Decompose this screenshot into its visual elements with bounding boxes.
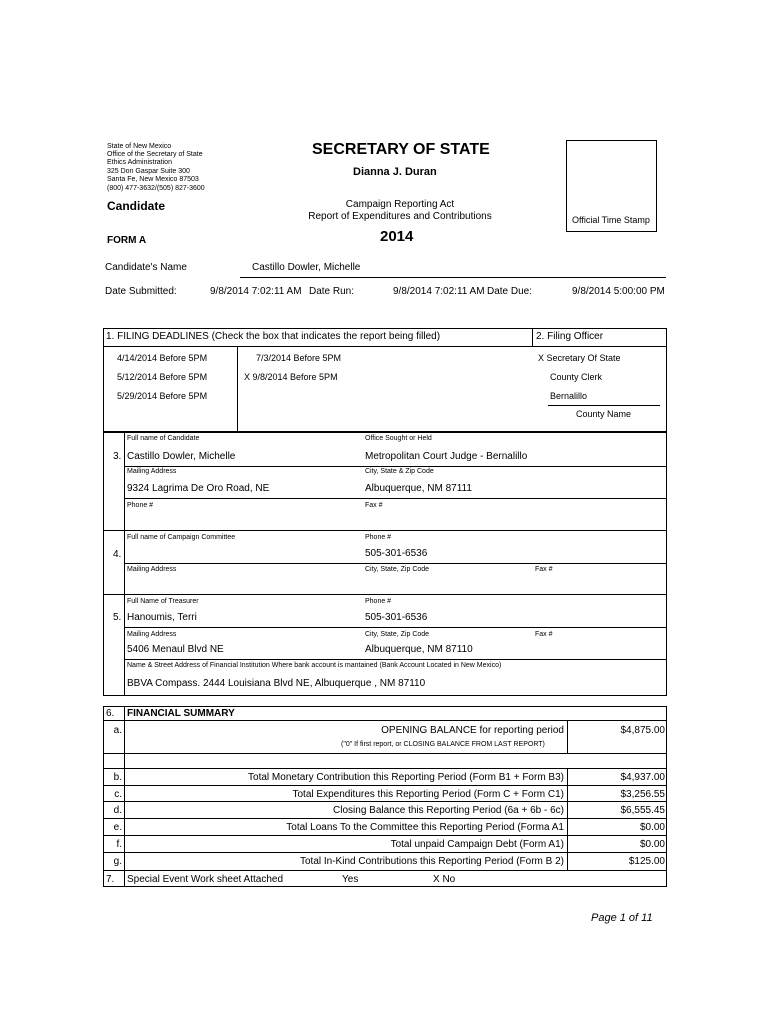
filing-officer-heading: 2. Filing Officer: [536, 331, 604, 342]
mailing-field: 9324 Lagrima De Oro Road, NE: [127, 483, 270, 494]
candidate-name-field: Castillo Dowler, Michelle: [127, 451, 236, 462]
date-submitted-label: Date Submitted:: [105, 286, 177, 297]
county-underline: [548, 405, 660, 406]
divider: [532, 328, 533, 347]
divider: [124, 659, 667, 660]
agency-line: State of New Mexico: [107, 143, 172, 150]
divider: [124, 627, 667, 628]
mailing-field-label: Mailing Address: [127, 468, 177, 475]
date-due-value: 9/8/2014 5:00:00 PM: [572, 286, 665, 297]
row-label: Total In-Kind Contributions this Reporting Period (Form B 2): [299, 856, 564, 867]
treasurer-field-label: Full Name of Treasurer: [127, 598, 199, 605]
divider: [103, 753, 667, 754]
candidate-name-field-label: Full name of Candidate: [127, 435, 200, 442]
county-name-label: County Name: [576, 409, 632, 419]
city-field-label: City, State & Zip Code: [365, 468, 434, 475]
date-run-value: 9/8/2014 7:02:11 AM: [393, 286, 485, 297]
phone-field-label: Phone #: [365, 598, 392, 605]
divider: [124, 706, 125, 887]
agency-line: Ethics Administration: [107, 159, 172, 166]
opening-balance-note: ("0" If first report, or CLOSING BALANCE FROM LAST REPORT): [341, 741, 545, 748]
fax-field-label: Fax #: [535, 631, 553, 638]
time-stamp-box: [566, 140, 657, 232]
divider: [567, 720, 568, 753]
county-value: Bernalillo: [550, 391, 588, 401]
treasurer-mailing: 5406 Menaul Blvd NE: [127, 644, 224, 655]
row-value: $3,256.55: [620, 789, 665, 800]
divider: [103, 768, 667, 769]
divider: [567, 768, 568, 871]
divider: [103, 870, 667, 871]
row-letter: e.: [113, 822, 122, 833]
row-letter: g.: [113, 856, 122, 867]
phone-field-label: Phone #: [127, 502, 154, 509]
secretary-name: Dianna J. Duran: [353, 166, 437, 178]
agency-line: Office of the Secretary of State: [107, 151, 203, 158]
agency-line: (800) 477-3632/(505) 827-3600: [107, 185, 205, 192]
row-label: OPENING BALANCE for reporting period: [381, 725, 564, 736]
mailing-field-label: Mailing Address: [127, 631, 177, 638]
page-title: SECRETARY OF STATE: [312, 141, 490, 158]
city-field-label: City, State, Zip Code: [365, 631, 430, 638]
divider: [124, 466, 667, 467]
city-field: Albuquerque, NM 87111: [365, 483, 472, 494]
office-field: Metropolitan Court Judge - Bernalillo: [365, 451, 528, 462]
filing-deadlines-heading: 1. FILING DEADLINES (Check the box that indicates the report being filled): [106, 331, 441, 342]
act-line: Campaign Reporting Act: [345, 199, 455, 210]
row-letter: b.: [113, 772, 122, 783]
row-value: $125.00: [628, 856, 665, 867]
divider: [237, 346, 238, 432]
mailing-field-label: Mailing Address: [127, 566, 177, 573]
row-value: $0.00: [639, 822, 665, 833]
divider: [103, 852, 667, 853]
deadline-option[interactable]: 5/12/2014 Before 5PM: [117, 372, 208, 382]
treasurer-phone: 505-301-6536: [365, 612, 428, 623]
row-label: Total unpaid Campaign Debt (Form A1): [390, 839, 564, 850]
divider: [103, 818, 667, 819]
deadline-option[interactable]: 4/14/2014 Before 5PM: [117, 353, 208, 363]
row-label: Total Monetary Contribution this Reporting Period (Form B1 + Form B3): [248, 772, 564, 783]
treasurer-field: Hanoumis, Terri: [127, 612, 197, 623]
special-event-yes[interactable]: Yes: [342, 874, 359, 885]
date-due-label: Date Due:: [487, 286, 533, 297]
report-line: Report of Expenditures and Contributions: [308, 211, 492, 222]
row-label: Total Expenditures this Reporting Period (Form C + Form C1): [292, 789, 564, 800]
agency-line: 325 Don Gaspar Suite 300: [107, 168, 190, 175]
divider: [124, 498, 667, 499]
candidate-name-label: Candidate's Name: [105, 262, 187, 273]
officer-option-checked[interactable]: X Secretary Of State: [538, 353, 621, 363]
row-value: $6,555.45: [620, 805, 665, 816]
candidate-name-value: Castillo Dowler, Michelle: [252, 262, 361, 273]
section-6-number: 6.: [106, 708, 115, 719]
section-7-number: 7.: [106, 874, 115, 885]
form-label: FORM A: [107, 235, 147, 246]
treasurer-city: Albuquerque, NM 87110: [365, 644, 473, 655]
section-3-number: 3.: [113, 451, 122, 462]
deadline-option[interactable]: 7/3/2014 Before 5PM: [256, 353, 342, 363]
deadline-option[interactable]: 5/29/2014 Before 5PM: [117, 391, 208, 401]
divider: [103, 346, 667, 347]
bank-field: BBVA Compass. 2444 Louisiana Blvd NE, Albuquerque , NM 87110: [127, 678, 426, 689]
section-4-number: 4.: [113, 549, 122, 560]
section-5-number: 5.: [113, 612, 122, 623]
row-value: $4,875.00: [620, 725, 665, 736]
fax-field-label: Fax #: [535, 566, 553, 573]
divider: [124, 432, 125, 696]
city-field-label: City, State, Zip Code: [365, 566, 430, 573]
special-event-no-checked[interactable]: X No: [433, 874, 456, 885]
divider: [103, 720, 667, 721]
deadline-option-checked[interactable]: X 9/8/2014 Before 5PM: [244, 372, 338, 382]
divider: [103, 835, 667, 836]
divider: [103, 530, 667, 531]
divider: [124, 563, 667, 564]
candidate-heading: Candidate: [107, 199, 166, 213]
committee-phone: 505-301-6536: [365, 548, 428, 559]
financial-summary-heading: FINANCIAL SUMMARY: [127, 708, 235, 719]
row-value: $0.00: [639, 839, 665, 850]
row-label: Total Loans To the Committee this Reporting Period (Forma A1: [286, 822, 564, 833]
phone-field-label: Phone #: [365, 534, 392, 541]
page-number: Page 1 of 11: [591, 912, 653, 924]
name-underline: [240, 277, 666, 278]
fax-field-label: Fax #: [365, 502, 383, 509]
divider: [103, 785, 667, 786]
row-letter: c.: [114, 789, 122, 800]
row-value: $4,937.00: [620, 772, 665, 783]
row-letter: a.: [113, 725, 122, 736]
row-label: Closing Balance this Reporting Period (6a + 6b - 6c): [333, 805, 564, 816]
report-year: 2014: [380, 228, 414, 245]
special-event-label: Special Event Work sheet Attached: [127, 874, 284, 885]
office-field-label: Office Sought or Held: [365, 435, 432, 442]
committee-field-label: Full name of Campaign Committee: [127, 534, 236, 541]
agency-line: Santa Fe, New Mexico 87503: [107, 176, 199, 183]
bank-field-label: Name & Street Address of Financial Institution Where bank account is mantained (Bank Account Located in New Mexico): [127, 662, 502, 669]
divider: [103, 594, 667, 595]
officer-option[interactable]: County Clerk: [550, 372, 603, 382]
row-letter: f.: [116, 839, 122, 850]
row-letter: d.: [113, 805, 122, 816]
date-submitted-value: 9/8/2014 7:02:11 AM: [210, 286, 302, 297]
stamp-label: Official Time Stamp: [572, 215, 650, 225]
divider: [103, 801, 667, 802]
date-run-label: Date Run:: [309, 286, 355, 297]
